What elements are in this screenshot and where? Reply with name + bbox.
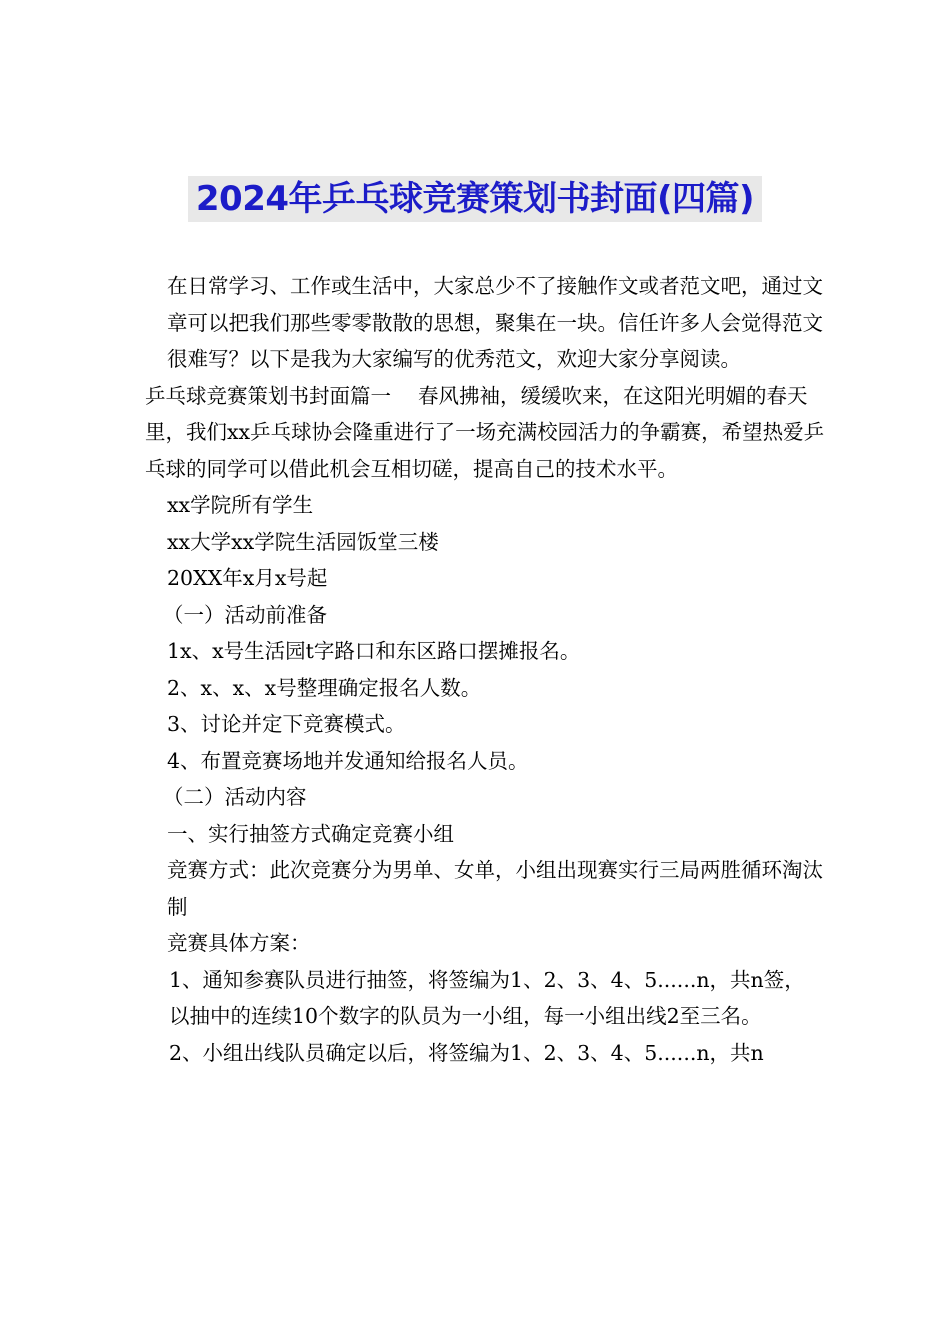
place-line: xx大学xx学院生活园饭堂三楼 xyxy=(167,529,439,554)
prep-item-2: 2、x、x、x号整理确定报名人数。 xyxy=(167,675,482,700)
time-line: 20XX年x月x号起 xyxy=(167,566,328,590)
prep-item-4: 4、布置竞赛场地并发通知给报名人员。 xyxy=(167,748,529,773)
content-heading: （二）活动内容 xyxy=(163,785,307,809)
plan-item-1: 1、通知参赛队员进行抽签，将签编为1、2、3、4、5......n，共n签，以抽中的连续10个数字的队员为一小组，每一小组出线2至三名。 xyxy=(169,967,805,1028)
intro-paragraph: 在日常学习、工作或生活中，大家总少不了接触作文或者范文吧，通过文章可以把我们那些零零散散的思想，聚集在一块。信任许多人会觉得范文很难写？以下是我为大家编写的优秀范文，欢迎大家分享阅读。 xyxy=(167,274,823,371)
prep-item-3: 3、讨论并定下竞赛模式。 xyxy=(167,712,406,736)
document-body xyxy=(145,268,825,1071)
prep-item-1: 1x、x号生活园t字路口和东区路口摆摊报名。 xyxy=(167,639,581,663)
title-container xyxy=(0,176,950,222)
document-title: 2024年乒乓球竞赛策划书封面(四篇) xyxy=(188,176,762,222)
plan-heading: 竞赛具体方案： xyxy=(167,931,311,955)
prep-heading: （一）活动前准备 xyxy=(163,602,327,627)
format-paragraph: 竞赛方式：此次竞赛分为男单、女单，小组出现赛实行三局两胜循环淘汰制 xyxy=(167,858,823,919)
target-line: xx学院所有学生 xyxy=(167,493,314,517)
content-item-1: 一、实行抽签方式确定竞赛小组 xyxy=(167,821,454,846)
section1-paragraph: 乒乓球竞赛策划书封面篇一 春风拂袖，缓缓吹来，在这阳光明媚的春天里，我们xx乒乓球协会隆重进行了一场充满校园活力的争霸赛，希望热爱乒乓球的同学可以借此机会互相切磋，提高自己的技术水平。 xyxy=(145,383,825,481)
plan-item-2: 2、小组出线队员确定以后，将签编为1、2、3、4、5......n，共n xyxy=(169,1040,764,1065)
